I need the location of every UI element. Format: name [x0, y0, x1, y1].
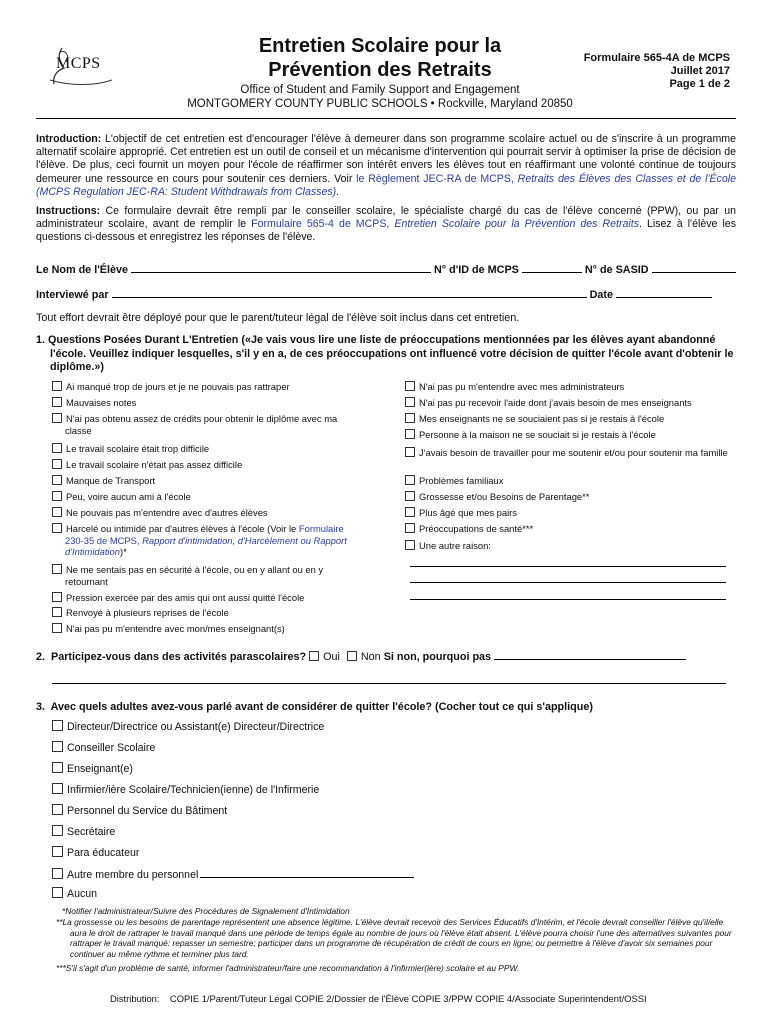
- q3-option[interactable]: Secrétaire: [52, 825, 115, 838]
- sasid-field[interactable]: [652, 262, 736, 273]
- q3-option[interactable]: Infirmier/ière Scolaire/Technicien(ienne) de l'Infirmerie: [52, 783, 319, 796]
- interviewed-by-field[interactable]: [112, 287, 587, 298]
- checkbox[interactable]: [52, 868, 63, 879]
- other-reason-line[interactable]: [410, 566, 726, 567]
- q3-option[interactable]: Directeur/Directrice ou Assistant(e) Directeur/Directrice: [52, 720, 324, 733]
- q1-option[interactable]: Mauvaises notes: [52, 397, 385, 409]
- note-bullying: *Notifier l'administrateur/Suivre des Procédures de Signalement d'Intimidation: [62, 906, 350, 916]
- checkbox[interactable]: [52, 825, 63, 836]
- form-subtitle: Office of Student and Family Support and Engagement MONTGOMERY COUNTY PUBLIC SCHOOLS • Rockville, Maryland 20850: [187, 84, 573, 110]
- q1-option[interactable]: Le travail scolaire n'était pas assez difficile: [52, 459, 385, 471]
- checkbox[interactable]: [405, 523, 415, 533]
- q1-option[interactable]: Mes enseignants ne se souciaient pas si je restais à l'école: [405, 413, 728, 425]
- regulation-link[interactable]: le Règlement JEC-RA de MCPS,: [356, 172, 514, 185]
- header-divider: [36, 118, 736, 119]
- student-name-field[interactable]: [131, 262, 431, 273]
- checkbox[interactable]: [405, 491, 415, 501]
- checkbox[interactable]: [52, 507, 62, 517]
- other-reason-line[interactable]: [410, 582, 726, 583]
- effort-note: Tout effort devrait être déployé pour que le parent/tuteur légal de l'élève soit inclus dans cet entretien.: [36, 312, 520, 324]
- checkbox[interactable]: [52, 741, 63, 752]
- checkbox[interactable]: [52, 592, 62, 602]
- q3-option[interactable]: Aucun: [52, 887, 97, 900]
- question-3: 3. Avec quels adultes avez-vous parlé avant de considérer de quitter l'école? (Cocher tout ce qui s'applique): [36, 701, 593, 713]
- why-not-line[interactable]: [52, 683, 726, 684]
- q1-option[interactable]: N'ai pas obtenu assez de crédits pour obtenir le diplôme avec ma classe: [52, 413, 365, 436]
- checkbox[interactable]: [52, 783, 63, 794]
- q1-option[interactable]: J'avais besoin de travailler pour me soutenir et/ou pour soutenir ma famille: [405, 447, 728, 459]
- q3-option[interactable]: Autre membre du personnel: [52, 867, 414, 881]
- checkbox[interactable]: [405, 413, 415, 423]
- checkbox[interactable]: [52, 720, 63, 731]
- checkbox[interactable]: [52, 475, 62, 485]
- q1-option[interactable]: Une autre raison:: [405, 540, 728, 552]
- other-reason-line[interactable]: [410, 599, 726, 600]
- q1-option[interactable]: Renvoyé à plusieurs reprises de l'école: [52, 607, 385, 619]
- distribution-line: Distribution: COPIE 1/Parent/Tuteur Légal COPIE 2/Dossier de l'Élève COPIE 3/PPW COPIE 4/Associate Superintendent/OSSI: [110, 993, 647, 1004]
- q1-option[interactable]: Préoccupations de santé***: [405, 523, 728, 535]
- student-info-row: Le Nom de l'Élève N° d'ID de MCPS N° de SASID: [36, 262, 736, 276]
- mcps-id-field[interactable]: [522, 262, 582, 273]
- q1-option[interactable]: Pression exercée par des amis qui ont aussi quitté l'école: [52, 592, 385, 604]
- why-not-field[interactable]: [494, 649, 686, 660]
- non-checkbox[interactable]: [347, 651, 357, 661]
- oui-checkbox[interactable]: [309, 651, 319, 661]
- checkbox[interactable]: [405, 447, 415, 457]
- checkbox[interactable]: [52, 623, 62, 633]
- q3-option[interactable]: Para éducateur: [52, 846, 139, 859]
- q1-option[interactable]: Ne me sentais pas en sécurité à l'école, ou en y allant ou en y retournant: [52, 564, 365, 587]
- checkbox[interactable]: [405, 540, 415, 550]
- date-field[interactable]: [616, 287, 712, 298]
- instructions-paragraph: Instructions: Ce formulaire devrait être rempli par le conseiller scolaire, le spécialiste chargé du cas de l'élève concerné (PPW), ou par un administrateur scolaire, avant de remplir le Formulaire 565-4 de MCPS, Entretien Scolaire pour la Prévention des Retraits. Lisez à l'élève les questions ci-dessous et enregistrez les réponses de l'élève.: [36, 205, 736, 244]
- checkbox[interactable]: [405, 381, 415, 391]
- checkbox[interactable]: [405, 429, 415, 439]
- q1-option[interactable]: N'ai pas pu m'entendre avec mon/mes enseignant(s): [52, 623, 385, 635]
- form-number-block: Formulaire 565-4A de MCPS Juillet 2017 Page 1 de 2: [583, 52, 730, 90]
- q3-option[interactable]: Enseignant(e): [52, 762, 133, 775]
- checkbox[interactable]: [52, 846, 63, 857]
- checkbox[interactable]: [52, 491, 62, 501]
- note-pregnancy: **La grossesse ou les besoins de parentage représentent une absence légitime. L'élève devrait recevoir des Services Éducatifs d'Intérim, et l'école devrait conseiller l'élève qu'il/elle aura le droit de rattraper le travail manqué dans une période de temps égale au nombre de jours où l'élève était absent. L'élève pourra choisir l'une des alternatives suivantes pour rattraper le travail manqué: repasser un semestre; participer dans un programme de récupération de crédit de cours en ligne; ou permettre à l'élève d'avoir six semaines pour continuer au même rythme et terminer plus tard.: [56, 917, 732, 959]
- checkbox[interactable]: [52, 607, 62, 617]
- introduction-paragraph: Introduction: L'objectif de cet entretien est d'encourager l'élève à demeurer dans son programme scolaire actuel ou de s'inscrire à un programme alternatif scolaire approprié. Cet entretien est un outil de conseil et un mécanisme d'intervention qui pourrait servir à optimiser la prise de décision de l'élève. De plus, ceci fournit un moyen pour l'école de réaffirmer son intérêt envers les élèves tout en réaffirmant une volonté continue de toujours demeurer une ressource en cours pour soutenir ces derniers. Voir le Règlement JEC-RA de MCPS, Retraits des Élèves des Classes et de l'École (MCPS Regulation JEC-RA: Student Withdrawals from Classes).: [36, 133, 736, 198]
- q1-option[interactable]: Problèmes familiaux: [405, 475, 728, 487]
- checkbox[interactable]: [52, 397, 62, 407]
- q1-option[interactable]: Ai manqué trop de jours et je ne pouvais pas rattraper: [52, 381, 385, 393]
- q1-option[interactable]: Grossesse et/ou Besoins de Parentage**: [405, 491, 728, 503]
- checkbox[interactable]: [52, 443, 62, 453]
- other-staff-field[interactable]: [200, 867, 414, 878]
- checkbox[interactable]: [52, 413, 62, 423]
- form-565-4-link[interactable]: Formulaire 565-4 de MCPS,: [251, 218, 390, 231]
- checkbox[interactable]: [405, 397, 415, 407]
- note-health: ***S'il s'agit d'un problème de santé, informer l'administrateur/faire une recommandation à l'infirmier(ière) scolaire et au PPW.: [56, 963, 520, 973]
- checkbox[interactable]: [52, 523, 62, 533]
- checkbox[interactable]: [52, 564, 62, 574]
- q1-option[interactable]: Peu, voire aucun ami à l'école: [52, 491, 385, 503]
- q1-option[interactable]: N'ai pas pu m'entendre avec mes administrateurs: [405, 381, 728, 393]
- q3-option[interactable]: Conseiller Scolaire: [52, 741, 155, 754]
- checkbox[interactable]: [52, 887, 63, 898]
- checkbox[interactable]: [52, 804, 63, 815]
- question-1: 1. Questions Posées Durant L'Entretien («Je vais vous lire une liste de préoccupations mentionnées par les élèves ayant abandonné l'école. Veuillez indiquer lesquelles, s'il y en a, de ces préoccupations ont influencé votre décision de quitter l'école avant d'obtenir le diplôme.»): [36, 334, 734, 373]
- question-2: 2. Participez-vous dans des activités parascolaires? Oui Non Si non, pourquoi pas: [36, 649, 736, 665]
- form-title: Entretien Scolaire pour la Prévention des Retraits: [258, 35, 502, 81]
- checkbox[interactable]: [405, 475, 415, 485]
- checkbox[interactable]: [52, 762, 63, 773]
- q1-option[interactable]: N'ai pas pu recevoir l'aide dont j'avais besoin de mes enseignants: [405, 397, 728, 409]
- q1-option[interactable]: Manque de Transport: [52, 475, 385, 487]
- q3-option[interactable]: Personnel du Service du Bâtiment: [52, 804, 227, 817]
- form-230-35-link[interactable]: Formulaire 230-35 de MCPS,: [65, 523, 344, 546]
- checkbox[interactable]: [52, 459, 62, 469]
- interviewer-row: Interviewé par Date: [36, 287, 736, 301]
- q1-option-harassment[interactable]: Harcelé ou intimidé par d'autres élèves à l'école (Voir le Formulaire 230-35 de MCPS, Rapport d'intimidation, d'Harcèlement ou Rapport d'Intimidation)*: [52, 523, 365, 558]
- logo-text: MCPS: [56, 55, 101, 72]
- q1-option[interactable]: Personne à la maison ne se souciait si je restais à l'école: [405, 429, 728, 441]
- q1-option[interactable]: Ne pouvais pas m'entendre avec d'autres élèves: [52, 507, 385, 519]
- q1-option[interactable]: Plus âgé que mes pairs: [405, 507, 728, 519]
- checkbox[interactable]: [405, 507, 415, 517]
- q1-option[interactable]: Le travail scolaire était trop difficile: [52, 443, 385, 455]
- checkbox[interactable]: [52, 381, 62, 391]
